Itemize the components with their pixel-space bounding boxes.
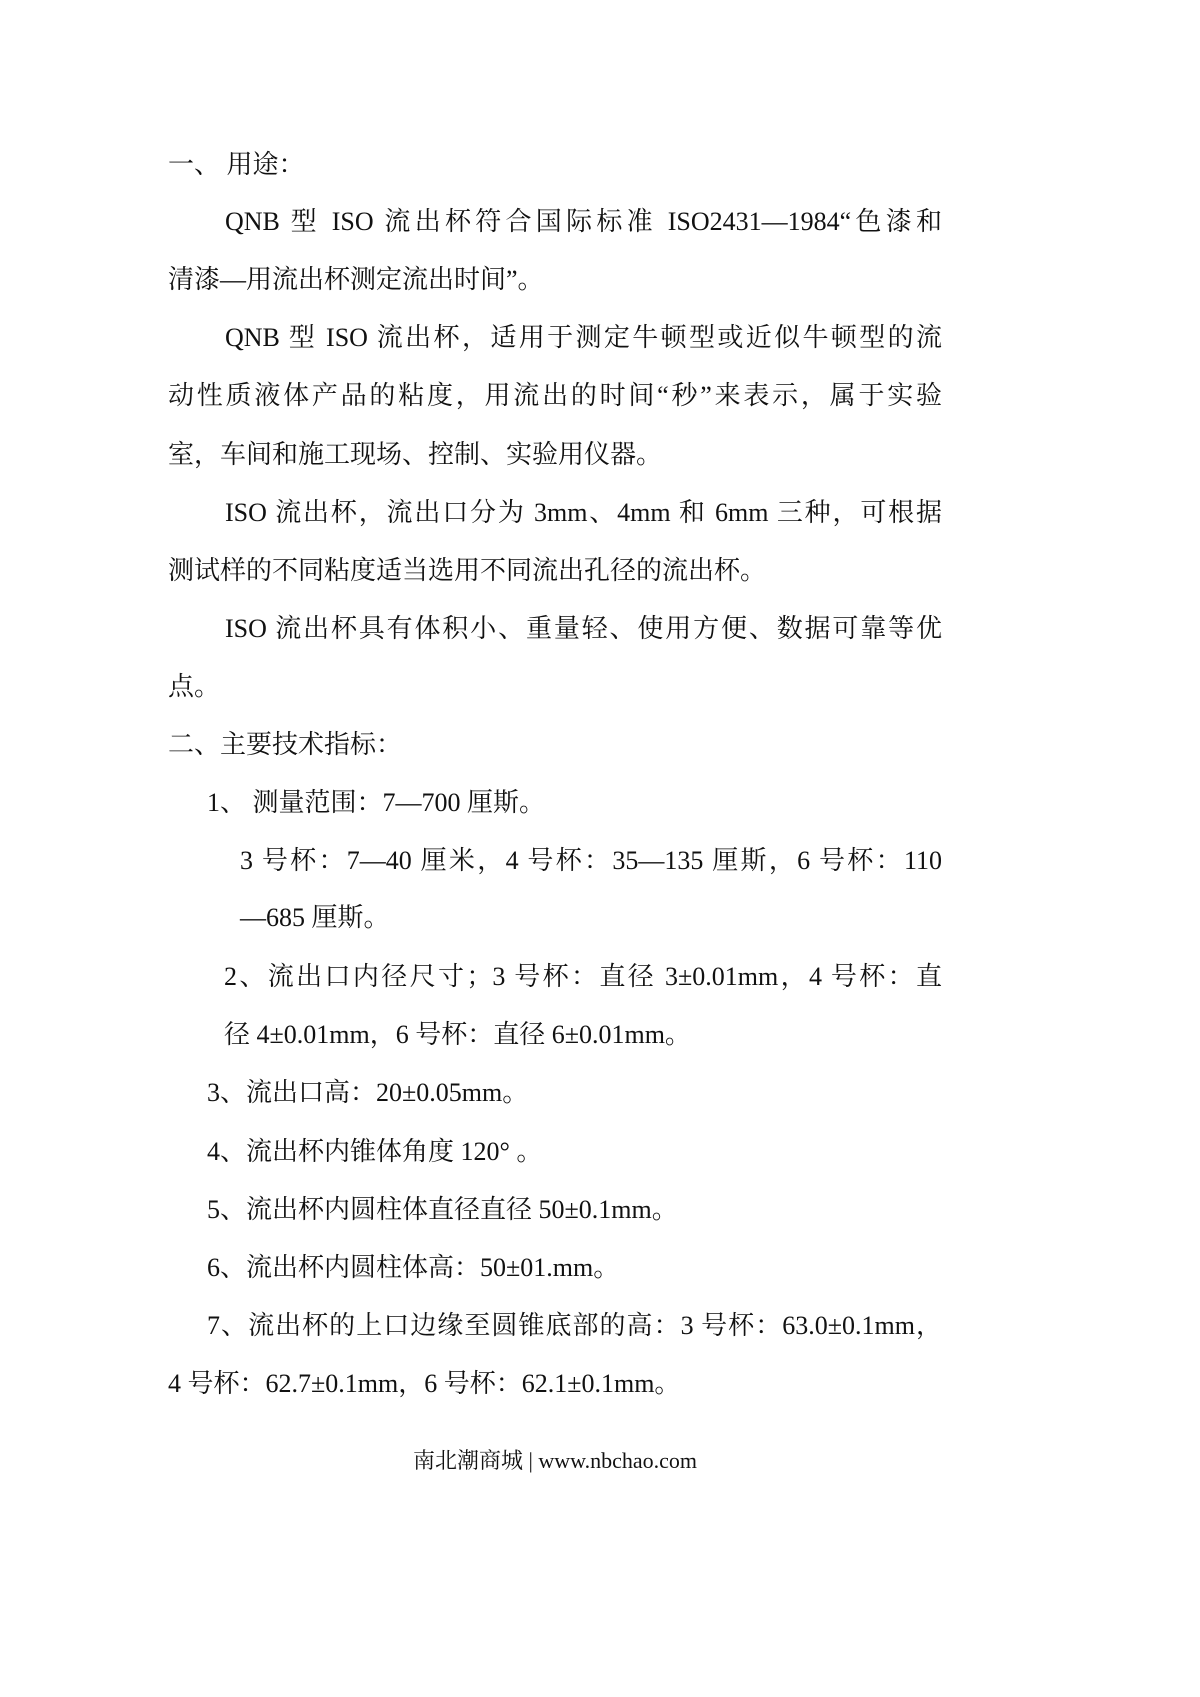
paragraph-line: QNB 型 ISO 流出杯符合国际标准 ISO2431—1984“色漆和 [225,207,942,236]
spec-item-1-detail: —685 厘斯。 [240,903,390,932]
paragraph-line: ISO 流出杯，流出口分为 3mm、4mm 和 6mm 三种，可根据 [225,498,942,527]
spec-item-1-detail: 3 号杯：7—40 厘米，4 号杯：35—135 厘斯，6 号杯：110 [240,846,942,875]
section-heading-usage: 一、 用途： [168,150,305,179]
spec-item-2: 2、流出口内径尺寸；3 号杯：直径 3±0.01mm，4 号杯：直 [224,962,942,991]
paragraph-line: 动性质液体产品的粘度，用流出的时间“秒”来表示，属于实验 [168,381,942,410]
spec-item-2: 径 4±0.01mm，6 号杯：直径 6±0.01mm。 [224,1020,691,1049]
paragraph-line: 测试样的不同粘度适当选用不同流出孔径的流出杯。 [168,556,767,585]
spec-item-6: 6、流出杯内圆柱体高：50±01.mm。 [207,1253,620,1282]
footer-watermark: 南北潮商城 | www.nbchao.com [412,1448,698,1473]
paragraph-line: 点。 [168,672,221,701]
spec-item-1: 1、 测量范围：7—700 厘斯。 [207,788,546,817]
paragraph-line: QNB 型 ISO 流出杯，适用于测定牛顿型或近似牛顿型的流 [225,323,942,352]
spec-item-5: 5、流出杯内圆柱体直径直径 50±0.1mm。 [207,1195,678,1224]
paragraph-line: ISO 流出杯具有体积小、重量轻、使用方便、数据可靠等优 [225,614,942,643]
spec-item-4: 4、流出杯内锥体角度 120° 。 [207,1137,543,1166]
paragraph-line: 室，车间和施工现场、控制、实验用仪器。 [168,440,663,469]
section-heading-specs: 二、主要技术指标： [168,730,403,759]
spec-item-3: 3、流出口高：20±0.05mm。 [207,1078,529,1107]
paragraph-line: 清漆—用流出杯测定流出时间”。 [168,265,544,294]
spec-item-7: 7、流出杯的上口边缘至圆锥底部的高：3 号杯：63.0±0.1mm， [207,1311,942,1340]
spec-item-7: 4 号杯：62.7±0.1mm，6 号杯：62.1±0.1mm。 [168,1369,681,1398]
